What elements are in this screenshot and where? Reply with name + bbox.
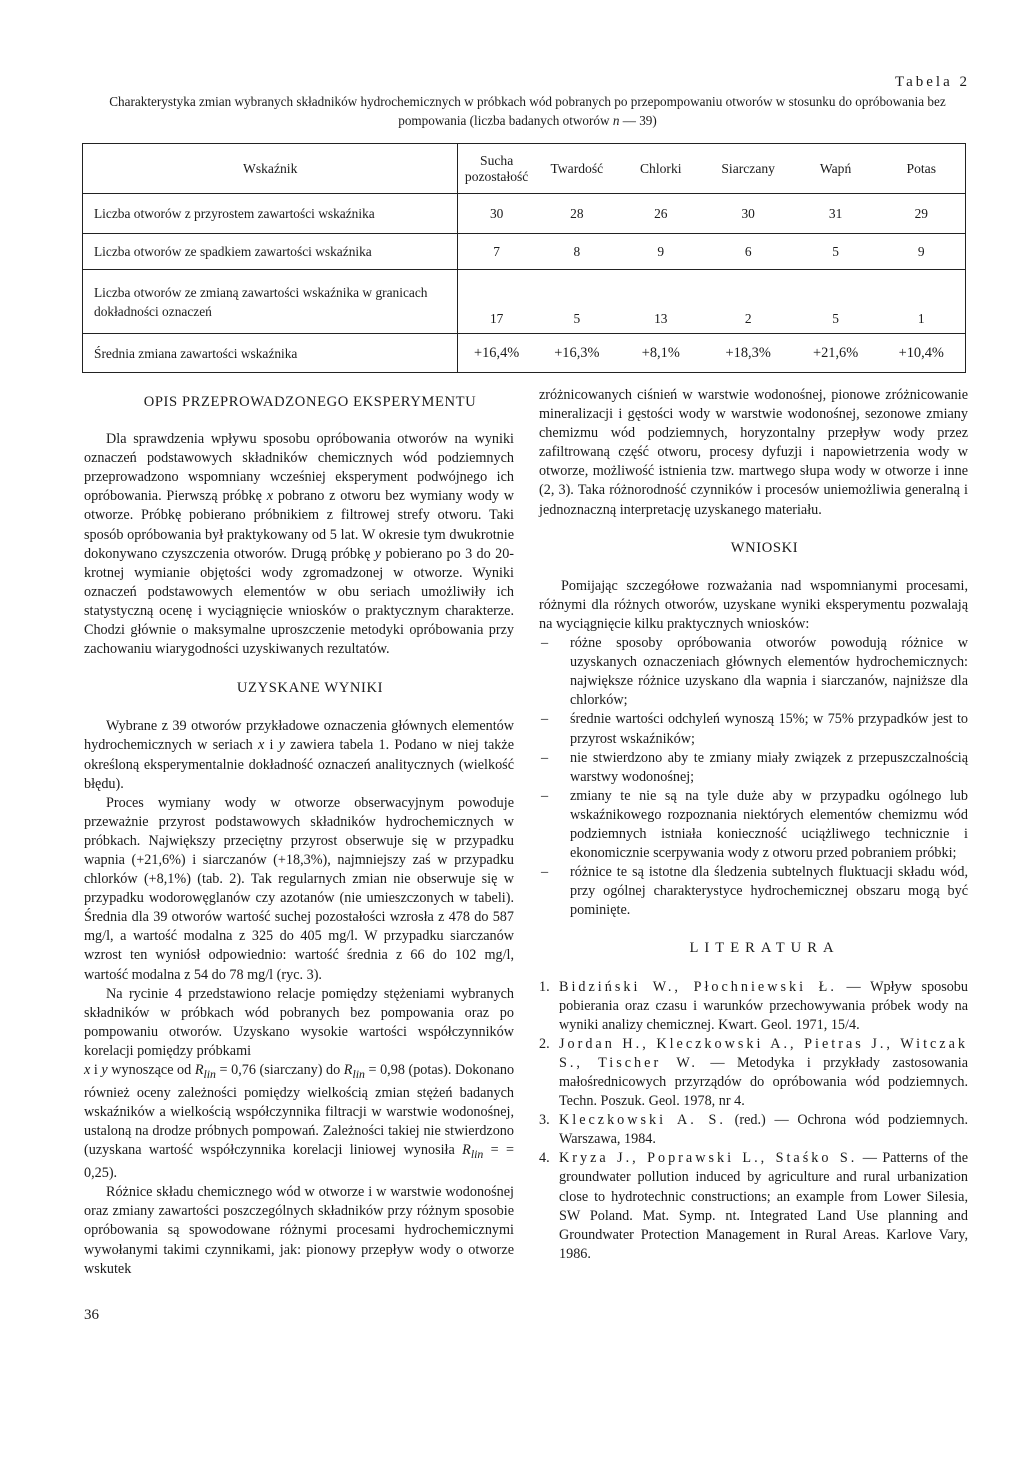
reference-item bbox=[539, 1035, 968, 1111]
table-cell: 26 bbox=[619, 194, 703, 234]
ref-text: — Patterns of the groundwater pollution induced by agriculture and rural urbanization close to hydrotechnic constructions; an example from Lower Silesia, SW Poland. Mat. Symp. nt. Integrated Land Use planning and Groundwater Protection Management in Rural Areas. Karlove Vary, 1986. bbox=[559, 1150, 969, 1262]
var-x: x bbox=[84, 1062, 91, 1078]
right-column bbox=[539, 386, 968, 1264]
table-cell: +16,3% bbox=[535, 334, 619, 373]
table-caption-end: — 39) bbox=[619, 113, 657, 128]
table-header-cell: Sucha pozostałość bbox=[458, 144, 535, 194]
list-item: – zmiany te nie są na tyle duże aby w przypadku ogólnego lub wskaźnikowego rozpoznania niektórych elementów chemizmu wód podziemnych istniała konieczność uciążliwego technicznie i ekonomicznie scerpywania wody z otworu przed pobraniem próbki; bbox=[539, 787, 968, 863]
var-x: x bbox=[266, 488, 274, 505]
list-item: – nie stwierdzono aby te zmiany miały związek z przepuszczalnością warstwy wodonośnej; bbox=[539, 749, 968, 787]
left-column bbox=[84, 393, 514, 1279]
table-cell: +8,1% bbox=[619, 334, 703, 373]
table-caption-var: n bbox=[612, 113, 620, 128]
table-row-label: Liczba otworów ze zmianą zawartości wskaźnika w granicach dokładności oznaczeń bbox=[83, 270, 458, 334]
var-y: y bbox=[101, 1062, 108, 1078]
text-run: i bbox=[269, 737, 274, 754]
var-r: R bbox=[462, 1142, 471, 1159]
paragraph: Proces wymiany wody w otworze obserwacyjnym powoduje przeważnie przyrost podstawowych składników hydrochemicznych w próbkach. Największy przeciętny przyrost obserwuje się w przypadku wapnia (+21,6%) i siarczanów (+18,3%), najmniejszy zaś w przypadku chlorków (+8,1%) (tab. 2). Tak regularnych zmian nie obserwuje się w przypadku wodorowęglanów czy azotanów (nie umieszczonych w tabeli). Średnia dla 39 otworów wartość suchej pozostałości wzrosła z 478 do 587 mg/l, a wartość modalna z 325 do 405 mg/l. W przypadku siarczanów wzrost ten wyniósł odpowiednio: wartość średnia z 66 do 102 mg/l, wartość modalna z 54 do 78 mg/l (ryc. 3). bbox=[84, 794, 514, 983]
table-label: Tabela 2 bbox=[894, 74, 970, 90]
text-run: wynoszące od bbox=[111, 1062, 192, 1078]
section-heading: OPIS PRZEPROWADZONEGO EKSPERYMENTU bbox=[143, 394, 477, 410]
var-sub: lin bbox=[352, 1066, 365, 1081]
table-cell: 2 bbox=[703, 270, 794, 334]
table-cell: +10,4% bbox=[878, 334, 966, 373]
table-header-cell: Wskaźnik bbox=[83, 144, 458, 194]
table-row-label: Liczba otworów z przyrostem zawartości wskaźnika bbox=[83, 194, 458, 234]
table-cell: +21,6% bbox=[794, 334, 878, 373]
var-y: y bbox=[278, 737, 285, 754]
var-sub: lin bbox=[470, 1147, 484, 1162]
paragraph bbox=[84, 717, 514, 793]
table-caption bbox=[85, 92, 970, 130]
table-header-cell: Siarczany bbox=[703, 144, 794, 194]
table-row-label: Średnia zmiana zawartości wskaźnika bbox=[83, 334, 458, 373]
table-cell: 31 bbox=[794, 194, 878, 234]
text-run: pobierano po 3 do 20-krotnej wymianie objętości wody zgromadzonej w otworze. Wyniki oznaczeń podstawowych elementów w obu seriach umożliwiły ich statystyczną ocenę i wyciągnięcie wniosków o praktycznym charakterze. Chodzi głównie o maksymalne uproszczenie metodyki opróbowania przy zachowaniu wiarygodności uzyskiwanych rezultatów. bbox=[84, 545, 515, 658]
table-caption-text: Charakterystyka zmian wybranych składników hydrochemicznych w próbkach wód pobranych po przepompowaniu otworów w stosunku do opróbowania bez pompowania (liczba badanych otworów bbox=[109, 94, 946, 128]
ref-number: 2. bbox=[539, 1035, 550, 1052]
paragraph bbox=[84, 985, 514, 1184]
table-cell: +18,3% bbox=[703, 334, 794, 373]
var-sub: lin bbox=[203, 1066, 216, 1081]
var-y: y bbox=[374, 545, 382, 562]
paragraph bbox=[84, 430, 514, 659]
table-cell: 17 bbox=[458, 270, 535, 334]
table-row bbox=[83, 234, 966, 270]
text-run: Dla sprawdzenia wpływu sposobu opróbowania otworów na wyniki oznaczeń podstawowych składników chemicznych wód podziemnych przeprowadzono wspomniany wcześniej eksperyment podwójnego ich opróbowania. Pierwszą próbkę bbox=[84, 431, 514, 505]
table-row-label: Liczba otworów ze spadkiem zawartości wskaźnika bbox=[83, 234, 458, 270]
table-cell: 8 bbox=[535, 234, 619, 270]
paragraph: zróżnicowanych ciśnień w warstwie wodonośnej, pionowe zróżnicowanie mineralizacji i gęstości wody w warstwie wodonośnej, sezonowe zmiany chemizmu wód podziemnych, horyzontalny przepływ wody przez zafiltrowaną część otworu, procesy dyfuzji i napowietrzenia wody w otworze, możliwość istnienia tzw. martwego słupa wody w otworze i inne (2, 3). Taka różnorodność czynników i procesów uniemożliwia generalną i jednoznaczną interpretację uzyskanego materiału. bbox=[539, 387, 968, 518]
list-item: – różne sposoby opróbowania otworów powodują różnice w uzyskanych oznaczeniach głównych elementów hydrochemicznych: największe różnice uzyskano dla wapnia i siarczanów, najniższe dla chlorków; bbox=[539, 634, 968, 710]
ref-number: 4. bbox=[539, 1150, 550, 1167]
ref-text: — Metodyka i przykłady zastosowania małośrednicowych przyrządów do opróbowania wód podziemnych. Techn. Poszuk. Geol. 1978, nr 4. bbox=[559, 1054, 968, 1110]
text-run: = 0,76 (siarczany) do bbox=[219, 1062, 341, 1078]
page-number: 36 bbox=[84, 1307, 99, 1323]
text-run: i bbox=[93, 1062, 98, 1078]
text-run: Wybrane z 39 otworów przykładowe oznaczenia głównych elementów hydrochemicznych w seriach bbox=[84, 718, 514, 754]
text-run: pobrano z otworu bez wymiany wody w otworze. Próbkę pobierano próbnikiem z filtrowej strefy otworu. Taki sposób opróbowania był praktykowany od 5 lat. W okresie tym dwukrotnie dokonywano czyszczenia otworów. Drugą próbkę bbox=[84, 488, 515, 562]
list-item: – średnie wartości odchyleń wynoszą 15%; w 75% przypadków jest to przyrost wskaźników; bbox=[539, 710, 968, 748]
table-row bbox=[83, 270, 966, 334]
ref-authors: Kleczkowski A. S. bbox=[559, 1112, 726, 1129]
reference-item bbox=[539, 1149, 968, 1264]
ref-authors: Jordan H., Kleczkowski A., Pietras J., Witczak S., Tischer W. bbox=[559, 1035, 968, 1071]
paragraph: Różnice składu chemicznego wód w otworze i w warstwie wodonośnej oraz zmiany zawartości poszczególnych składników przy różnym sposobie opróbowania są spowodowane różnymi procesami hydrochemicznymi wywołanymi takimi czynnikami, jak: pionowy przepływ wody o otworze wskutek bbox=[84, 1184, 514, 1277]
var-x: x bbox=[257, 737, 265, 754]
list-item: – różnice te są istotne dla śledzenia subtelnych fluktuacji składu wód, przy ogólnej charakterystyce hydrochemicznej obszaru mogą być pominięte. bbox=[539, 863, 968, 920]
ref-text: — Wpływ sposobu pobierania oraz czasu i warunków przechowywania próbek wody na wyniki analizy chemicznej. Kwart. Geol. 1971, 15/4. bbox=[559, 978, 968, 1033]
var-r: R bbox=[343, 1062, 353, 1078]
text-run: = = 0,25). bbox=[84, 1142, 514, 1182]
ref-number: 1. bbox=[539, 978, 550, 995]
ref-authors: Bidziński W., Płochniewski Ł. bbox=[559, 978, 837, 995]
section-heading: LITERATURA bbox=[689, 940, 840, 957]
ref-text: (red.) — Ochrona wód podziemnych. Warszawa, 1984. bbox=[559, 1112, 968, 1148]
section-heading: UZYSKANE WYNIKI bbox=[236, 680, 384, 697]
table-header-cell: Twardość bbox=[535, 144, 619, 194]
table-header-cell: Wapń bbox=[794, 144, 878, 194]
ref-number: 3. bbox=[539, 1112, 550, 1129]
table-cell: 30 bbox=[703, 194, 794, 234]
ref-authors: Kryza J., Poprawski L., Staśko S. bbox=[559, 1150, 858, 1167]
table-cell: 5 bbox=[794, 234, 878, 270]
table-header-cell: Potas bbox=[878, 144, 966, 194]
table-cell: 1 bbox=[878, 270, 966, 334]
table-cell: 6 bbox=[703, 234, 794, 270]
var-r: R bbox=[194, 1062, 204, 1078]
table-cell: 7 bbox=[458, 234, 535, 270]
table-cell: 5 bbox=[535, 270, 619, 334]
table-cell: 30 bbox=[458, 194, 535, 234]
table-cell: 29 bbox=[878, 194, 966, 234]
text-run: zawiera tabela 1. Podano w niej także określoną eksperymentalnie dokładność oznaczeń analitycznych (wielkość błędu). bbox=[84, 737, 514, 792]
table-cell: 28 bbox=[535, 194, 619, 234]
text-run: = 0,98 (potas). Dokonano również oceny zależności pomiędzy wielkością zmian stężeń badanych wskaźników a wielkością współczynnika filtracji w warstwie wodonośnej, ustaloną na drodze próbnych pompowań. Zależności takiej nie stwierdzono (uzyskana wartość współczynnika korelacji liniowej wynosiła bbox=[84, 1062, 515, 1159]
section-heading: WNIOSKI bbox=[730, 539, 799, 556]
table-header-cell: Chlorki bbox=[619, 144, 703, 194]
table-cell: 5 bbox=[794, 270, 878, 334]
conclusions-list bbox=[539, 634, 968, 920]
table-cell: +16,4% bbox=[458, 334, 535, 373]
data-table bbox=[82, 143, 966, 373]
table-row bbox=[83, 334, 966, 373]
table-cell: 13 bbox=[619, 270, 703, 334]
text-run: Na rycinie 4 przedstawiono relacje pomiędzy stężeniami wybranych składników w próbkach wód pobranych bez pompowania oraz po pompowaniu otworów. Uzyskano wysokie wartości współczynników korelacji pomiędzy próbkami bbox=[84, 985, 514, 1059]
reference-item bbox=[539, 1111, 968, 1149]
table-cell: 9 bbox=[878, 234, 966, 270]
reference-item bbox=[539, 978, 968, 1035]
references-list bbox=[539, 978, 968, 1264]
table-row bbox=[83, 194, 966, 234]
paragraph: Pomijając szczegółowe rozważania nad wspomnianymi procesami, różnymi dla różnych otworów, uzyskane wyniki eksperymentu pozwalają na wyciągnięcie kilku praktycznych wniosków: bbox=[539, 577, 968, 632]
table-header-row bbox=[83, 144, 966, 194]
table-cell: 9 bbox=[619, 234, 703, 270]
